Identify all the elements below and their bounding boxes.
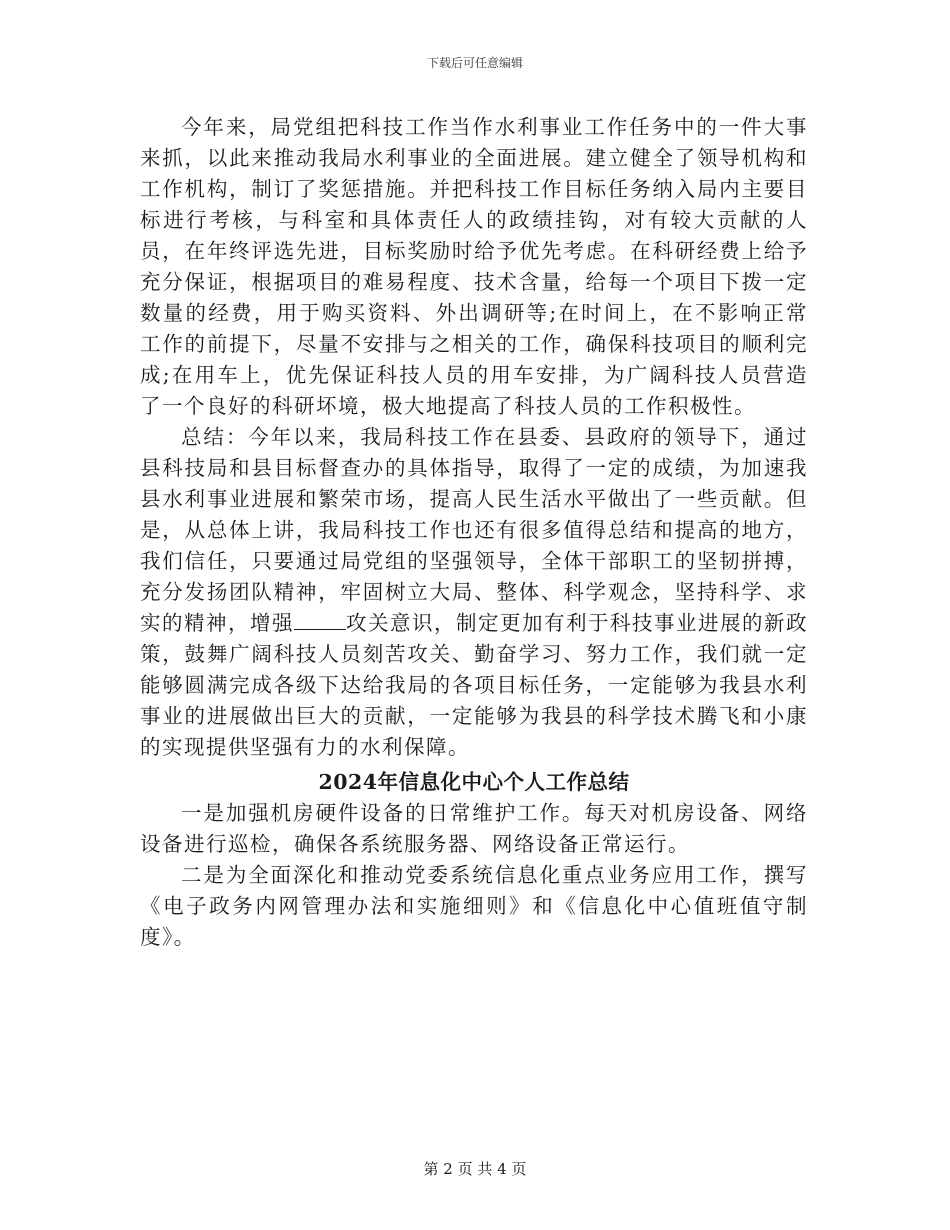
fill-in-blank <box>294 611 346 630</box>
summary-text-before-blank: 总结：今年以来，我局科技工作在县委、县政府的领导下，通过县科技局和县目标督查办的具体指导，取得了一定的成绩，为加速我县水利事业进展和繁荣市场，提高人民生活水平做出了一些贡献。但是，从总体上讲，我局科技工作也还有很多值得总结和提高的地方，我们信任，只要通过局党组的坚强领导，全体干部职工的坚韧拼搏，充分发扬团队精神，牢固树立大局、整体、科学观念，坚持科学、求实的精神，增强 <box>140 425 808 635</box>
paragraph-summary <box>140 422 808 763</box>
page-header: 下载后可任意编辑 <box>426 56 523 70</box>
paragraph-item-2: 二是为全面深化和推动党委系统信息化重点业务应用工作，撰写《电子政务内网管理办法和实施细则》和《信息化中心值班值守制度》。 <box>140 863 808 949</box>
paragraph-tech-support: 今年来，局党组把科技工作当作水利事业工作任务中的一件大事来抓，以此来推动我局水利事业的全面进展。建立健全了领导机构和工作机构，制订了奖惩措施。并把科技工作目标任务纳入局内主要目标进行考核，与科室和具体责任人的政绩挂钩，对有较大贡献的人员，在年终评选先进，目标奖励时给予优先考虑。在科研经费上给予充分保证，根据项目的难易程度、技术含量，给每一个项目下拨一定数量的经费，用于购买资料、外出调研等;在时间上，在不影响正常工作的前提下，尽量不安排与之相关的工作，确保科技项目的顺利完成;在用车上，优先保证科技人员的用车安排，为广阔科技人员营造了一个良好的科研坏境，极大地提高了科技人员的工作积极性。 <box>140 115 808 418</box>
page-footer: 第 2 页 共 4 页 <box>423 1160 527 1178</box>
section-title: 2024年信息化中心个人工作总结 <box>318 770 630 794</box>
document-body <box>140 112 808 953</box>
summary-text-after-blank: 攻关意识，制定更加有利于科技事业进展的新政策，鼓舞广阔科技人员刻苦攻关、勤奋学习、努力工作，我们就一定能够圆满完成各级下达给我局的各项目标任务，一定能够为我县水利事业的进展做出巨大的贡献，一定能够为我县的科学技术腾飞和小康的实现提供坚强有力的水利保障。 <box>140 611 808 759</box>
paragraph-item-1: 一是加强机房硬件设备的日常维护工作。每天对机房设备、网络设备进行巡检，确保各系统服务器、网络设备正常运行。 <box>140 801 808 856</box>
